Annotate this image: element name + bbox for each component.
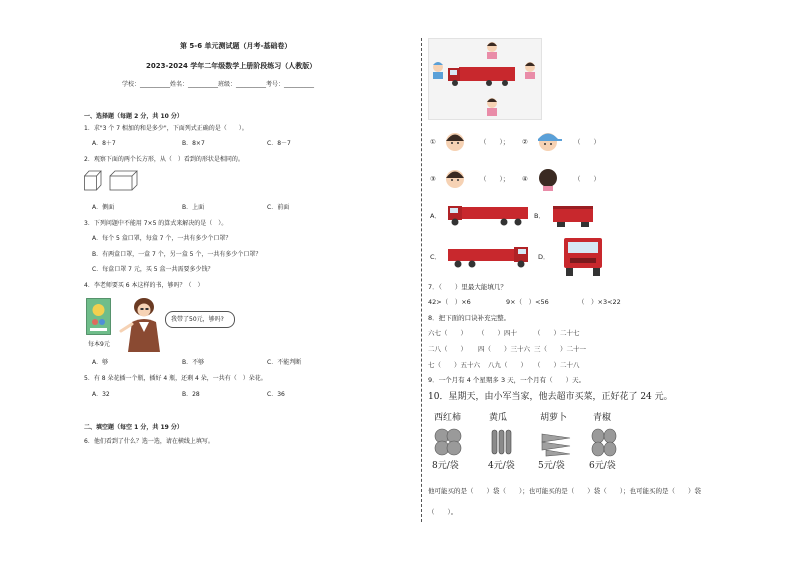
truck-scene-icon [448,67,515,86]
price-tomato: 8元/袋 [432,461,459,471]
page-title: 第 5-6 单元测试题（月考-基础卷） [180,42,292,50]
question-4-text: 4．李老师要买 6 本这样的书，够吗？（ ） [84,282,204,289]
girl-face-icon-3 [440,165,470,191]
produce-drawings [430,424,630,458]
q1-option-b: B．8×7 [182,140,205,147]
q8-r2-c3: 三（ ）二十一 [534,345,586,353]
obs-mark-3: ③ [430,175,436,183]
q8-r1-c2: （ ）四十 [478,329,517,337]
section-2-heading: 二、填空题（每空 1 分，共 19 分） [84,424,183,431]
q10-answer-line-2: （ ）。 [428,508,458,516]
q7-item-3: （ ）×3<22 [578,298,621,306]
price-cucumber: 4元/袋 [488,461,515,471]
truck-option-b-label: B． [534,212,545,220]
q1-option-c: C．8－7 [267,140,291,147]
q4-option-c: C．不能判断 [267,359,302,366]
teacher-illustration [118,298,170,354]
truck-option-d-label: D． [538,253,550,261]
q7-item-2: 9×（ ）<56 [506,298,549,306]
boy-cap-icon [532,126,564,154]
q2-option-b: B．上面 [182,204,205,211]
obs-tail-1: （ ）； [480,138,510,146]
observation-scene-image [428,38,542,120]
truck-option-a-label: A． [430,212,441,220]
observation-scene-drawing [429,39,541,119]
speech-bubble [165,311,235,328]
question-3-text: 3．下列问题中不能用 7×5 的算式来解决的是（ ）。 [84,220,228,227]
q8-r1-c1: 六七（ ） [428,329,467,337]
small-cuboid-figure [85,171,102,190]
girl-bottom-figure [487,98,497,116]
carrot-bag-icon [542,434,570,456]
truck-rear-view-icon [550,204,596,228]
q5-option-b: B．28 [182,391,200,398]
price-carrot: 5元/袋 [538,461,565,471]
speech-bubble-text: 我带了50元，够吗? [171,316,224,323]
q5-option-c: C．36 [267,391,285,398]
girl-right-figure [525,62,535,79]
q4-option-b: B．不够 [182,359,205,366]
student-info-line: 学校：__________姓名：__________班级：__________考号：__________ [122,81,315,88]
question-7-text: 7．（ ）里最大能填几？ [428,283,507,291]
q2-option-a: A．侧面 [92,204,115,211]
q8-r3-c1: 七（ ）五十六 [428,361,480,369]
q3-option-c: C．每盒口罩 7 元，买 5 盒一共需要多少钱？ [92,266,214,273]
q8-r2-c1: 二八（ ） [428,345,467,353]
q8-r1-c3: （ ）二十七 [534,329,580,337]
obs-mark-4: ④ [522,175,528,183]
truck-side-view-a-icon [446,201,530,227]
produce-name-cucumber: 黄瓜 [489,413,508,423]
q3-option-a: A．每个 5 盒口罩，每盒 7 个，一共有多少个口罩？ [92,235,232,242]
girl-back-icon [532,164,564,192]
q1-option-a: A．8＋7 [92,140,116,147]
question-2-text: 2．观察下面的两个长方形，从（ ）看到的形状是相同的。 [84,156,244,163]
obs-tail-3: （ ）； [480,175,510,183]
book-cover-illustration [86,298,112,338]
q3-option-b: B．有两盒口罩，一盒 7 个，另一盒 5 个，一共有多少个口罩？ [92,251,262,258]
question-9-text: 9．一个月有 4 个星期多 3 天，一个月有（ ）天。 [428,376,586,384]
large-cuboid-figure [110,171,137,190]
produce-name-tomato: 西红柿 [434,413,462,423]
book-price-label: 每本9元 [88,341,110,348]
girl-top-figure [487,42,497,59]
obs-mark-1: ① [430,138,436,146]
section-1-heading: 一、选择题（每题 2 分，共 10 分） [84,113,183,120]
cucumber-bag-icon [492,430,511,454]
pepper-bag-icon [592,429,616,456]
produce-name-pepper: 青椒 [593,413,612,423]
truck-option-c-label: C． [430,253,442,261]
question-5-text: 5．有 8 朵花插一个瓶，插好 4 瓶，还剩 4 朵，一共有（ ）朵花。 [84,375,267,382]
q8-r2-c2: 四（ ）三十六 [478,345,530,353]
q8-r3-c3: （ ）二十八 [534,361,580,369]
obs-tail-2: （ ） [574,138,600,146]
question-6-text: 6．他们看到了什么？选一选，请在横线上填写。 [84,438,214,445]
truck-front-view-icon [560,236,606,278]
girl-face-icon-1 [440,128,470,154]
page-subtitle: 2023-2024 学年二年级数学上册阶段练习（人教版） [146,62,317,70]
q5-option-a: A．32 [92,391,110,398]
boy-left-figure [433,62,443,79]
obs-tail-4: （ ） [574,175,600,183]
truck-side-view-c-icon [446,242,530,270]
column-divider [421,38,422,522]
tomato-bag-icon [435,429,461,455]
cuboid-drawings [84,170,144,194]
q10-answer-line-1: 他可能买的是（ ）袋（ ）；也可能买的是（ ）袋（ ）；也可能买的是（ ）袋 [428,487,701,495]
question-10-text: 10．星期天，由小军当家，他去超市买菜，正好花了 24 元。 [428,392,673,402]
q7-item-1: 42>（ ）×6 [428,298,471,306]
q2-option-c: C．前面 [267,204,290,211]
produce-name-carrot: 胡萝卜 [540,413,568,423]
q4-option-a: A．够 [92,359,109,366]
question-1-text: 1．求"3 个 7 相加的和是多少"，下面列式正确的是（ ）。 [84,125,248,132]
obs-mark-2: ② [522,138,528,146]
question-8-text: 8．把下面的口诀补充完整。 [428,314,511,322]
price-pepper: 6元/袋 [589,461,616,471]
q8-r3-c2: 八九（ ） [488,361,527,369]
